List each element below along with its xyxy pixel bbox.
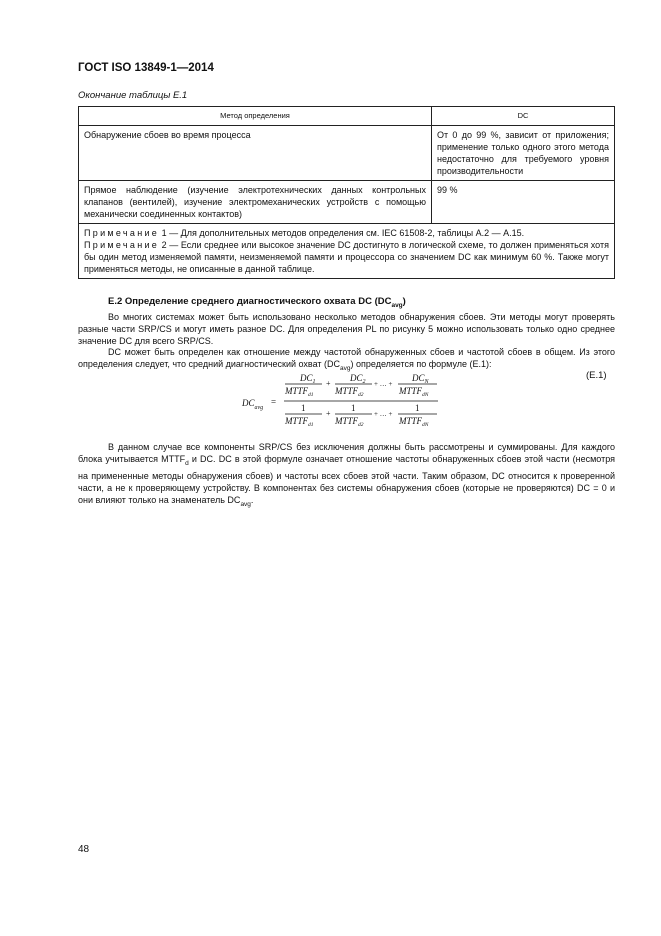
formula-e1 (240, 370, 440, 434)
dc-cell: 99 % (432, 181, 615, 224)
formula-equals: = (271, 397, 277, 407)
mttf-dn-term: $MTTF_{dN}$ (399, 416, 429, 428)
note-label: Примечание (84, 228, 160, 238)
equation-label: (Е.1) (586, 370, 607, 381)
dc-cell: От 0 до 99 %, зависит от приложения; применение только одного этого метода недостаточно для требуемого уровня производительности (432, 126, 615, 181)
note-text: 1 — Для дополнительных методов определения см. IEC 61508-2, таблицы А.2 — А.15. (161, 228, 525, 238)
paragraph-2-text-b: ) определяется по формуле (Е.1): (350, 359, 492, 369)
table-header-row (79, 107, 615, 126)
plus-sign: + (326, 379, 331, 388)
method-cell: Обнаружение сбоев во время процесса (79, 126, 432, 181)
paragraph-3 (78, 441, 615, 511)
ellipsis-sum: + … + (374, 410, 393, 418)
paragraph-3-subscript-d: d (185, 459, 189, 467)
methods-table (78, 106, 615, 279)
note-text: 2 — Если среднее или высокое значение DC достигнуто в логической схеме, то должен применяться хотя бы один метод изменяемой памяти, неизменяемой памяти и процессора со значением DC как минимум 60 %. Также могут применяться методы, не описанные в данной таблице. (84, 240, 609, 274)
table-row (79, 126, 615, 181)
dc2-term: $DC_2$ (350, 373, 366, 385)
paragraph-2-subscript: avg (340, 364, 351, 372)
section-title-subscript: avg (391, 301, 403, 309)
plus-sign: + (326, 409, 331, 418)
note-label: Примечание (84, 240, 160, 250)
mttf-d2-term: $MTTF_{d2}$ (335, 386, 364, 398)
mttf-d2-term: $MTTF_{d2}$ (335, 416, 364, 428)
note-1 (84, 227, 609, 239)
paragraph-1 (78, 311, 615, 347)
paragraph-3-text-c: . (250, 494, 254, 505)
formula-lhs: $DC_{avg}$ (242, 398, 264, 411)
paragraph-3-text-a: В данном случае все компоненты SRP/CS без исключения должны быть рассмотрены и суммированы. Для каждого блока учитывается MTTF (78, 442, 615, 464)
col-header-dc: DC (432, 107, 615, 126)
note-2 (84, 239, 609, 275)
mttf-d1-term: $MTTF_{d1}$ (285, 416, 314, 428)
dc1-term: $DC_1$ (300, 373, 316, 385)
mttf-dn-term: $MTTF_{dN}$ (399, 386, 429, 398)
one-term: 1 (351, 403, 356, 413)
one-term: 1 (301, 403, 306, 413)
paragraph-3-subscript-avg: avg (240, 500, 251, 508)
paragraph-2-text-a: DC может быть определен как отношение между частотой обнаруженных сбоев и частотой сбоев в общем. Из этого определения следует, что средний диагностический охват (DC (78, 347, 615, 369)
section-title-end: ) (402, 296, 406, 307)
paragraph-3-text-b: и DC. DC в этой формуле означает отношение частоты обнаруженных сбоев этой части (несмотря на примененные методы обнаружения сбоев) и частоты всех сбоев этой части. Таким образом, DC относится к проверенной части, а не к проверяющему устройству. В компонентах без системы обнаружения сбоев (которые не проверяются) DC = 0 и они влияют только на знаменатель DC (78, 454, 615, 505)
mttf-d1-term: $MTTF_{d1}$ (285, 386, 314, 398)
notes-cell (79, 224, 615, 279)
ellipsis-sum: + … + (374, 380, 393, 388)
one-term: 1 (415, 403, 420, 413)
page-number: 48 (78, 844, 90, 855)
col-header-method: Метод определения (79, 107, 432, 126)
method-cell: Прямое наблюдение (изучение электротехнических данных контрольных клапанов (вентилей), изучение электромеханических устройств с помощью механически соединенных контактов) (79, 181, 432, 224)
document-header: ГОСТ ISO 13849-1—2014 (78, 62, 214, 74)
dcn-term: $DC_N$ (412, 373, 429, 385)
table-row (79, 181, 615, 224)
table-caption: Окончание таблицы Е.1 (78, 90, 188, 101)
paragraph-1-text: Во многих системах может быть использовано несколько методов обнаружения сбоев. Эти методы могут проверять разные части SRP/CS и могут иметь разное DC. Для определения PL по рисунку 5 можно использовать только одно среднее значение DC для всего SRP/CS. (78, 312, 615, 346)
section-title (108, 296, 406, 309)
section-title-text: Е.2 Определение среднего диагностического охвата DC (DC (108, 296, 392, 307)
table-notes-row (79, 224, 615, 279)
